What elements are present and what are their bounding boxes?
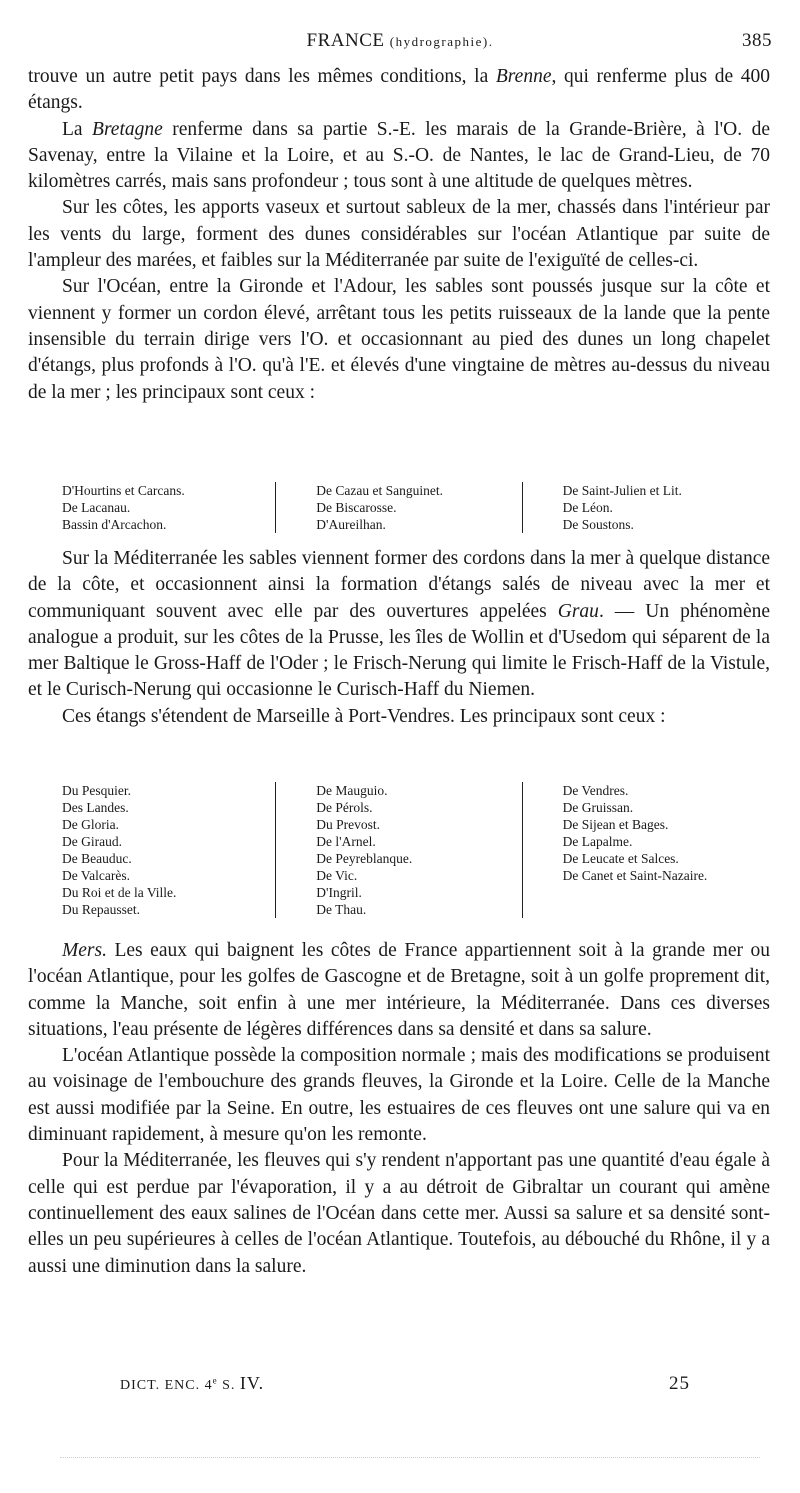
text-block-2 <box>28 546 770 730</box>
paragraph-mediterranee: Sur la Méditerranée les sables viennent former des cordons dans la mer à quelque distance de la côte, et occasionnent ainsi la formation d'étangs salés de niveau avec la mer et communiquant souvent avec elle par des ouvertures appelées Grau. — Un phénomène analogue a produit, sur les côtes de la Prusse, les îles de Wollin et d'Usedom qui séparent de la mer Baltique le Gross-Haff de l'Oder ; le Frisch-Nerung qui limite le Frisch-Haff de la Vistule, et le Curisch-Nerung qui occasionne le Curisch-Haff du Niemen. <box>28 548 771 701</box>
signature-mark: DICT. ENC. 4e S. IV. <box>120 1373 265 1393</box>
paragraph-atlantique: L'océan Atlantique possède la composition normale ; mais des modifications se produisent au voisinage de l'embouchure des grands fleuves, la Gironde et la Loire. Celle de la Manche est aussi modifiée par la Seine. En outre, les estuaires de ces fleuves ont une salure qui va en diminuant rapidement, à mesure qu'on les remonte. <box>28 1045 770 1146</box>
med-list-col-3 <box>522 782 752 918</box>
signature-footer <box>120 1373 690 1395</box>
list-item: De Mauguio. <box>316 783 388 798</box>
paragraph-bretagne: La Bretagne renferme dans sa partie S.-E. les marais de la Grande-Brière, à l'O. de Savenay, entre la Vilaine et la Loire, et au S.-O. de Nantes, le lac de Grand-Lieu, de 70 kilomètres carrés, mais sans profondeur ; tous sont à une altitude de quelques mètres. <box>28 118 770 193</box>
list-item: De Gloria. <box>62 817 119 832</box>
list-item: De Cazau et Sanguinet. <box>316 483 444 498</box>
list-item: D'Ingril. <box>316 885 362 900</box>
list-item: De Beauduc. <box>62 851 132 866</box>
list-item: D'Aureilhan. <box>316 517 386 532</box>
paragraph-brenne: trouve un autre petit pays dans les mêmes conditions, la Brenne, qui renferme plus de 400 étangs. <box>28 66 770 114</box>
sheet-number: 25 <box>669 1373 690 1394</box>
list-item: De Vendres. <box>562 783 629 798</box>
list-item: De Leucate et Salces. <box>562 851 679 866</box>
list-item: De Soustons. <box>562 517 634 532</box>
page-number: 385 <box>742 30 772 51</box>
running-title-sub: (hydrographie). <box>389 34 494 49</box>
paragraph-mers: Mers. Les eaux qui baignent les côtes de France appartiennent soit à la grande mer ou l'océan Atlantique, pour les golfes de Gascogne et de Bretagne, soit à un golfe proprement dit, comme la Manche, soit enfin à une mer intérieure, la Méditerranée. Dans ces diverses situations, l'eau présente de légères différences dans sa densité et dans sa salure. <box>28 940 770 1040</box>
running-title <box>28 30 772 52</box>
paragraph-etangs: Ces étangs s'étendent de Marseille à Port-Vendres. Les principaux sont ceux : <box>62 705 666 727</box>
list-item: De Sijean et Bages. <box>562 817 669 832</box>
ocean-list-col-3 <box>522 482 752 533</box>
ocean-list-col-2 <box>275 482 521 533</box>
list-item: De Pérols. <box>316 800 373 815</box>
mediterranean-ponds-list <box>62 782 752 918</box>
list-item: Du Pesquier. <box>62 783 131 798</box>
list-item: De Biscarosse. <box>316 500 397 515</box>
text-block-1 <box>28 64 770 406</box>
list-item: Du Repausset. <box>62 902 140 917</box>
list-item: De Lacanau. <box>62 500 131 515</box>
list-item: Bassin d'Arcachon. <box>62 517 167 532</box>
ocean-list-col-1 <box>62 482 275 533</box>
med-list-col-2 <box>275 782 521 918</box>
ocean-ponds-list <box>62 482 752 533</box>
med-list-col-1 <box>62 782 275 918</box>
paragraph-ocean: Sur l'Océan, entre la Gironde et l'Adour, les sables sont poussés jusque sur la côte et viennent y former un cordon élevé, arrêtant tous les petits ruisseaux de la lande que la pente insensible du terrain dirige vers l'O. et occasionnant au pied des dunes un long chapelet d'étangs, plus profonds à l'O. qu'à l'E. et élevés d'une vingtaine de mètres au-dessus du niveau de la mer ; les principaux sont ceux : <box>28 276 770 403</box>
list-item: De Saint-Julien et Lit. <box>562 483 682 498</box>
list-item: Du Roi et de la Ville. <box>62 885 177 900</box>
running-title-main: FRANCE <box>306 30 385 51</box>
list-item: De Giraud. <box>62 834 122 849</box>
text-block-3 <box>28 938 770 1280</box>
list-item: Du Prevost. <box>316 817 381 832</box>
list-item: De l'Arnel. <box>316 834 376 849</box>
paragraph-mediterranee-salure: Pour la Méditerranée, les fleuves qui s'y rendent n'apportant pas une quantité d'eau égale à celle qui est perdue par l'évaporation, il y a au détroit de Gibraltar un courant qui amène continuellement des eaux salines de l'Océan dans cette mer. Aussi sa salure et sa densité sont-elles un peu supérieures à celles de l'océan Atlantique. Toutefois, au débouché du Rhône, il y a aussi une diminution dans la salure. <box>28 1150 770 1277</box>
paragraph-dunes: Sur les côtes, les apports vaseux et surtout sableux de la mer, chassés dans l'intérieur par les vents du large, forment des dunes considérables sur l'océan Atlantique par suite de l'ampleur des marées, et faibles sur la Méditerranée par suite de l'exiguïté de celles-ci. <box>28 197 770 272</box>
list-item: De Lapalme. <box>562 834 633 849</box>
list-item: Des Landes. <box>62 800 129 815</box>
list-item: De Vic. <box>316 868 358 883</box>
list-item: De Valcarès. <box>62 868 130 883</box>
list-item: D'Hourtins et Carcans. <box>62 483 185 498</box>
running-header <box>28 30 772 60</box>
list-item: De Thau. <box>316 902 367 917</box>
list-item: De Gruissan. <box>562 800 634 815</box>
list-item: De Peyreblanque. <box>316 851 413 866</box>
bleed-through-line <box>60 1457 760 1460</box>
list-item: De Canet et Saint-Nazaire. <box>562 868 708 883</box>
list-item: De Léon. <box>562 500 613 515</box>
